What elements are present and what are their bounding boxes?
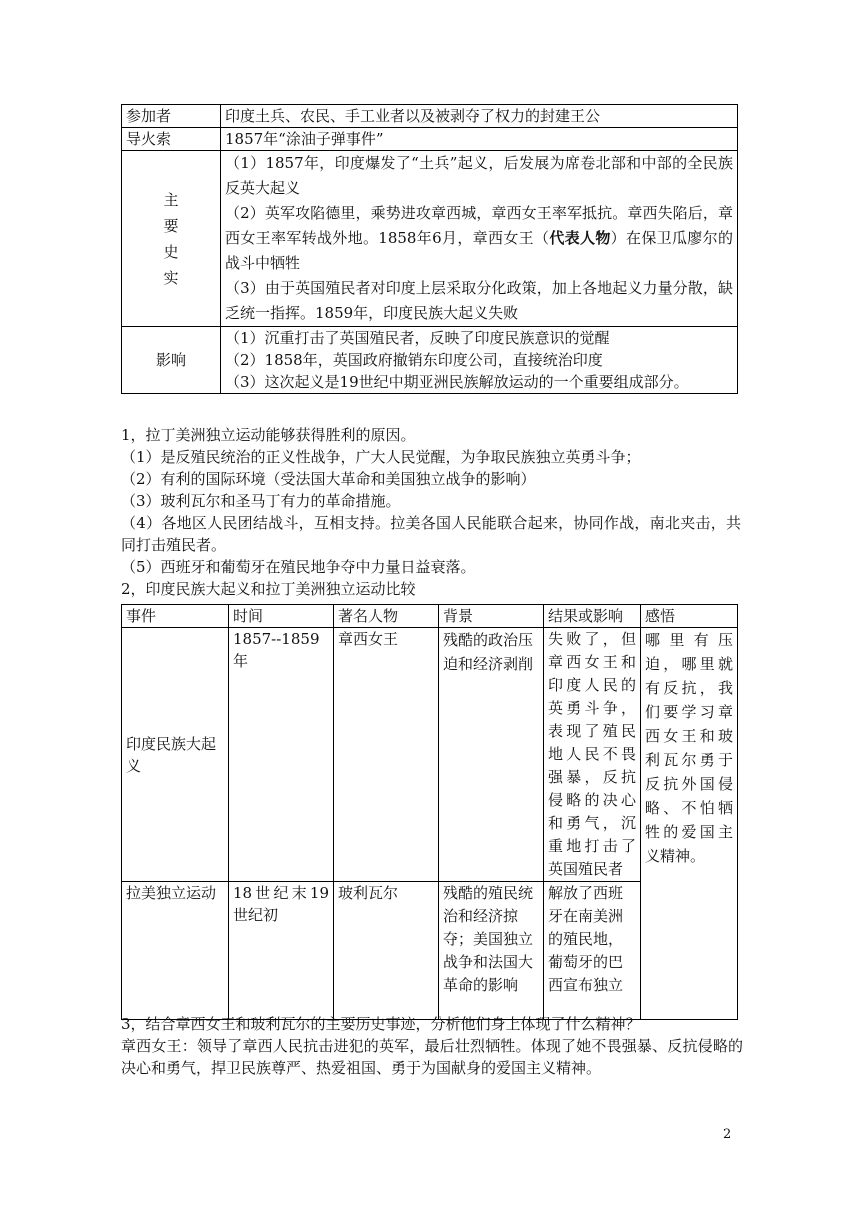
latin-america-reasons — [121, 424, 741, 600]
fact-emphasis: 代表人物 — [549, 229, 611, 247]
background-cell: 残酷的政治压迫和经济剥削 — [439, 628, 544, 882]
column-header: 结果或影响 — [544, 605, 641, 628]
list-item: （2）有利的国际环境（受法国大革命和美国独立战争的影响） — [121, 470, 536, 488]
impact-item: （2）1858年，英国政府撤销东印度公司，直接统治印度 — [225, 351, 603, 369]
participants-cell: 印度土兵、农民、手工业者以及被剥夺了权力的封建王公 — [221, 105, 738, 128]
table-row — [122, 628, 738, 882]
section-title: 2，印度民族大起义和拉丁美洲独立运动比较 — [121, 580, 416, 598]
impact-label: 影响 — [122, 327, 221, 394]
column-header: 感悟 — [641, 605, 738, 628]
participants-label: 参加者 — [122, 105, 221, 128]
result-cell: 解放了西班牙在南美洲的殖民地，葡萄牙的巴西宣布独立 — [544, 882, 641, 1020]
facts-label-char: 史 — [163, 242, 179, 261]
time-cell: 18世纪末19世纪初 — [229, 882, 334, 1020]
fact-item: （3）由于英国殖民者对印度上层采取分化政策，加上各地起义力量分散，缺乏统一指挥。1859年，印度民族大起义失败 — [225, 279, 733, 322]
result-cell: 失败了，但章西女王和印度人民的英勇斗争，表现了殖民地人民不畏强暴，反抗侵略的决心和勇气，沉重地打击了英国殖民者 — [544, 628, 641, 882]
facts-label-char: 实 — [163, 268, 179, 287]
time-cell: 1857--1859年 — [229, 628, 334, 882]
uprising-summary-table — [121, 104, 738, 394]
fact-item — [225, 201, 733, 276]
impact-item: （1）沉重打击了英国殖民者，反映了印度民族意识的觉醒 — [225, 329, 610, 347]
trigger-label: 导火索 — [122, 128, 221, 151]
background-cell: 残酷的殖民统治和经济掠夺；美国独立战争和法国大革命的影响 — [439, 882, 544, 1020]
list-item: （5）西班牙和葡萄牙在殖民地争夺中力量日益衰落。 — [121, 558, 476, 576]
fact-item: （1）1857年，印度爆发了“土兵”起义，后发展为席卷北部和中部的全民族反英大起义 — [225, 154, 733, 197]
facts-label-char: 要 — [163, 216, 179, 235]
answer-text: 章西女王：领导了章西人民抗击进犯的英军，最后壮烈牺牲。体现了她不畏强暴、反抗侵略的决心和勇气，捍卫民族尊严、热爱祖国、勇于为国献身的爱国主义精神。 — [121, 1037, 743, 1077]
list-item: （4）各地区人民团结战斗，互相支持。拉美各国人民能联合起来，协同作战，南北夹击，共同打击殖民者。 — [121, 514, 741, 554]
event-cell: 印度民族大起义 — [122, 628, 229, 882]
event-cell: 拉美独立运动 — [122, 882, 229, 1020]
fact-text: （2）英军攻陷德里，乘势进攻章西城，章西女王率军抵抗。章西失陷后，章西女王率军转战外地。1858年6月，章西女王（ — [225, 204, 733, 247]
list-item: （3）玻利瓦尔和圣马丁有力的革命措施。 — [121, 492, 401, 510]
person-cell: 章西女王 — [334, 628, 439, 882]
section-title: 3，结合章西女王和玻利瓦尔的主要历史事迹，分析他们身上体现了什么精神？ — [121, 1015, 641, 1033]
table-header-row — [122, 605, 738, 628]
impact-item: （3）这次起义是19世纪中期亚洲民族解放运动的一个重要组成部分。 — [225, 373, 689, 391]
person-cell: 玻利瓦尔 — [334, 882, 439, 1020]
list-item: （1）是反殖民统治的正义性战争，广大人民觉醒，为争取民族独立英勇斗争； — [121, 448, 641, 466]
column-header: 事件 — [122, 605, 229, 628]
column-header: 背景 — [439, 605, 544, 628]
table-row — [122, 151, 738, 327]
facts-label — [122, 151, 221, 327]
trigger-cell: 1857年“涂油子弹事件” — [221, 128, 738, 151]
table-row — [122, 327, 738, 394]
column-header: 时间 — [229, 605, 334, 628]
facts-label-char: 主 — [163, 190, 179, 209]
section-title: 1，拉丁美洲独立运动能够获得胜利的原因。 — [121, 426, 416, 444]
comparison-table — [121, 604, 738, 1020]
column-header: 著名人物 — [334, 605, 439, 628]
table-row — [122, 128, 738, 151]
reflection-cell: 哪里有压迫，哪里就有反抗，我们要学习章西女王和玻利瓦尔勇于反抗外国侵略、不怕牺牲的爱国主义精神。 — [641, 628, 738, 1020]
question-3 — [121, 1013, 743, 1079]
fact-text: ）在保卫瓜廖尔的战斗中牺牲 — [225, 229, 733, 272]
impact-cell — [221, 327, 738, 394]
table-row — [122, 105, 738, 128]
facts-cell — [221, 151, 738, 327]
page-number: 2 — [723, 1127, 732, 1142]
